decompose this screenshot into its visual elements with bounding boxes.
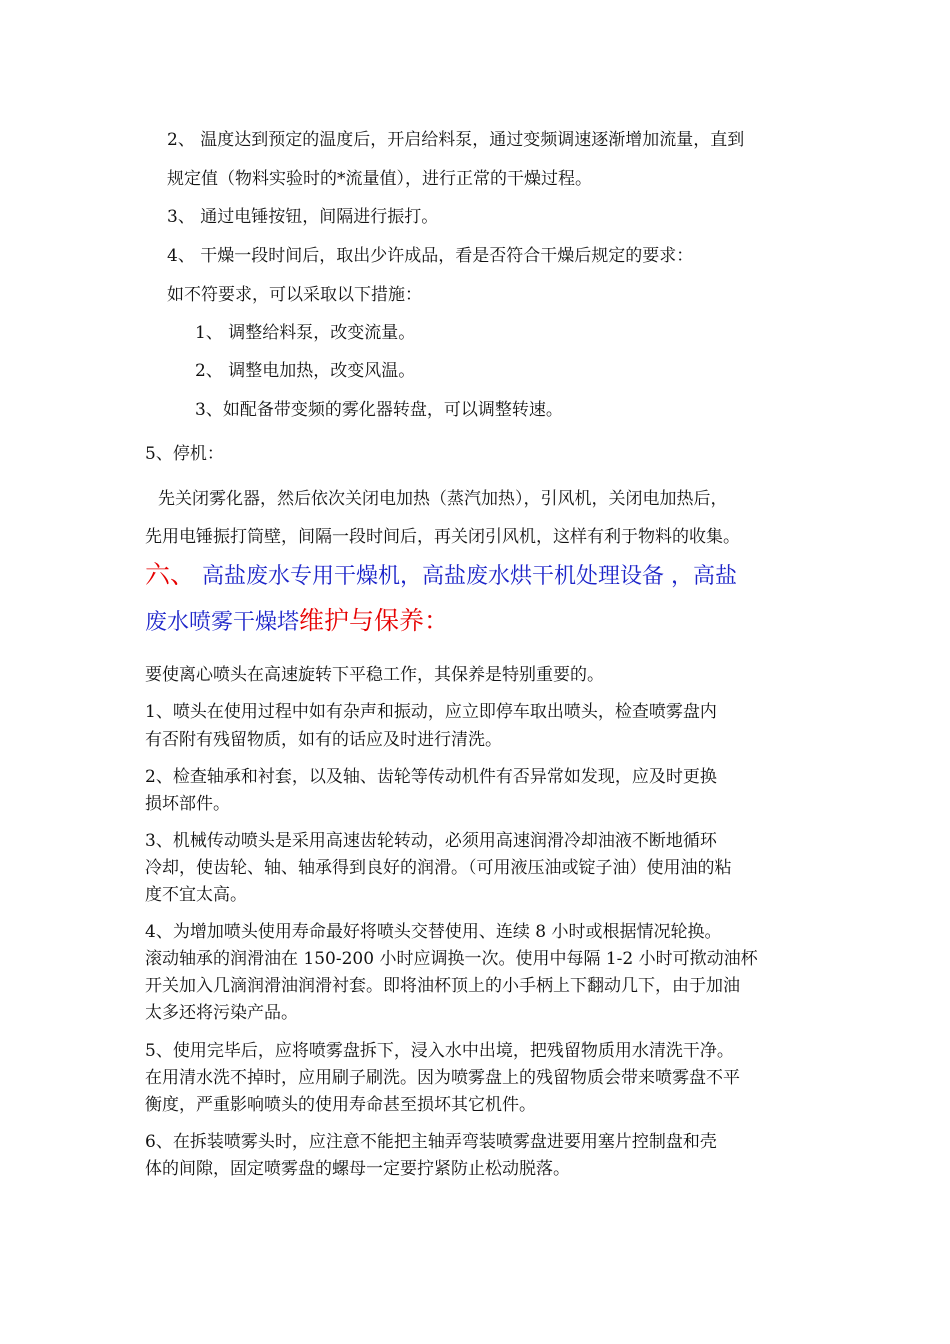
item5-line3: 衡度，严重影响喷头的使用寿命甚至损坏其它机件。 [145, 1095, 536, 1115]
measure-2: 2、 调整电加热，改变风温。 [195, 361, 416, 381]
item5-line2: 在用清水洗不掉时，应用刷子刷洗。因为喷雾盘上的残留物质会带来喷雾盘不平 [145, 1068, 740, 1088]
section-heading-line2 [145, 606, 449, 638]
item4-line1: 4、为增加喷头使用寿命最好将喷头交替使用、连续 8 小时或根据情况轮换。 [145, 922, 722, 942]
item3-line3: 度不宜太高。 [145, 885, 247, 905]
section-heading-line1 [145, 560, 737, 592]
step5-line1: 先关闭雾化器，然后依次关闭电加热（蒸汽加热），引风机，关闭电加热后， [158, 489, 728, 509]
section-number: 六、 [145, 560, 196, 589]
item3-line2: 冷却，使齿轮、轴、轴承得到良好的润滑。（可用液压油或锭子油）使用油的粘 [145, 858, 732, 878]
step5-line2: 先用电锤振打筒壁，间隔一段时间后，再关闭引风机，这样有利于物料的收集。 [145, 527, 740, 547]
maintenance-intro: 要使离心喷头在高速旋转下平稳工作，其保养是特别重要的。 [145, 665, 604, 685]
item6-line1: 6、在拆装喷雾头时，应注意不能把主轴弄弯装喷雾盘进要用塞片控制盘和壳 [145, 1132, 717, 1152]
step5-title: 5、停机： [145, 444, 224, 464]
item4-line4: 太多还将污染产品。 [145, 1003, 298, 1023]
item2-line2: 损坏部件。 [145, 794, 230, 814]
item3-line1: 3、机械传动喷头是采用高速齿轮转动，必须用高速润滑冷却油液不断地循环 [145, 831, 717, 851]
measure-1: 1、 调整给料泵，改变流量。 [195, 323, 416, 343]
section-heading-red: 维护与保养： [299, 606, 450, 635]
item2-line1: 2、检查轴承和衬套，以及轴、齿轮等传动机件有否异常如发现，应及时更换 [145, 767, 717, 787]
step2-line2: 规定值（物料实验时的*流量值），进行正常的干燥过程。 [167, 169, 592, 189]
item4-line2: 滚动轴承的润滑油在 150-200 小时应调换一次。使用中每隔 1-2 小时可揿动油杯 [145, 949, 758, 969]
measure-3: 3、如配备带变频的雾化器转盘，可以调整转速。 [195, 400, 563, 420]
item5-line1: 5、使用完毕后，应将喷雾盘拆下，浸入水中出境，把残留物质用水清洗干净。 [145, 1041, 734, 1061]
section-heading-blue-1: 高盐废水专用干燥机，高盐废水烘干机处理设备 ，高盐 [202, 564, 738, 589]
item1-line1: 1、喷头在使用过程中如有杂声和振动，应立即停车取出喷头，检查喷雾盘内 [145, 702, 717, 722]
step4-note: 如不符要求，可以采取以下措施： [167, 285, 422, 305]
step4: 4、 干燥一段时间后，取出少许成品，看是否符合干燥后规定的要求： [167, 246, 694, 266]
step2-line1: 2、 温度达到预定的温度后，开启给料泵，通过变频调速逐渐增加流量，直到 [167, 130, 745, 150]
step3: 3、 通过电锤按钮，间隔进行振打。 [167, 207, 439, 227]
item4-line3: 开关加入几滴润滑油润滑衬套。即将油杯顶上的小手柄上下翻动几下，由于加油 [145, 976, 740, 996]
section-heading-blue-2: 废水喷雾干燥塔 [145, 610, 300, 635]
item6-line2: 体的间隙，固定喷雾盘的螺母一定要拧紧防止松动脱落。 [145, 1159, 570, 1179]
item1-line2: 有否附有残留物质，如有的话应及时进行清洗。 [145, 730, 502, 750]
